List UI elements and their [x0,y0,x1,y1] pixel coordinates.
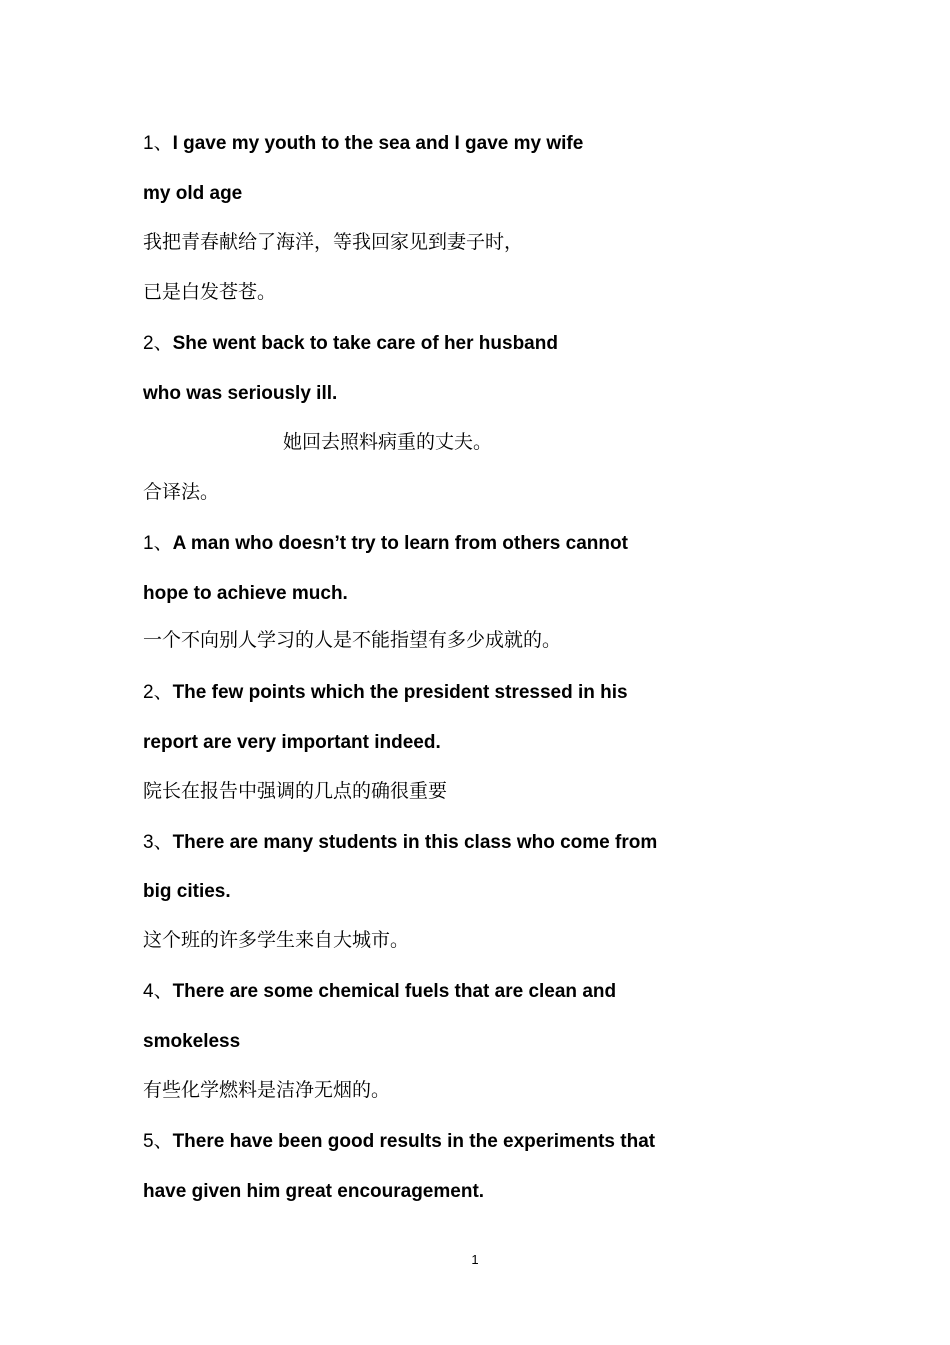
english-text: There have been good results in the experiments that [172,1131,656,1152]
english-text: There are many students in this class who come from [172,832,658,853]
item-number: 2、 [143,333,173,354]
example-3-line-2: big cities. [143,881,231,902]
example-3-translation: 这个班的许多学生来自大城市。 [143,929,410,951]
item-number: 1、 [143,133,173,154]
example-1-line-2: hope to achieve much. [143,583,348,604]
example-4-line-2: smokeless [143,1031,241,1052]
translation-2: 她回去照料病重的丈夫。 [283,431,493,453]
example-2-translation: 院长在报告中强调的几点的确很重要 [143,780,448,802]
section-heading: 合译法。 [143,481,220,503]
sentence-2-line-1 [143,332,558,356]
item-number: 1、 [143,533,173,554]
english-text: I gave my youth to the sea and I gave my wife [172,133,584,154]
example-1-translation: 一个不向别人学习的人是不能指望有多少成就的。 [143,629,562,651]
sentence-1-line-2: my old age [143,183,243,204]
example-4-line-1 [143,980,616,1004]
item-number: 4、 [143,981,173,1002]
example-1-line-1 [143,532,628,556]
english-text: A man who doesn’t try to learn from others cannot [172,533,628,554]
english-text: There are some chemical fuels that are clean and [172,981,617,1002]
english-text: She went back to take care of her husband [172,333,558,354]
example-3-line-1 [143,831,657,855]
page-number: 1 [471,1252,479,1267]
sentence-1-line-1 [143,132,583,156]
item-number: 5、 [143,1131,173,1152]
example-5-line-2: have given him great encouragement. [143,1181,485,1202]
item-number: 3、 [143,832,173,853]
example-2-line-1 [143,681,628,705]
english-text: The few points which the president stressed in his [172,682,628,703]
item-number: 2、 [143,682,173,703]
sentence-2-line-2: who was seriously ill. [143,383,338,404]
example-2-line-2: report are very important indeed. [143,732,441,753]
example-5-line-1 [143,1130,655,1154]
example-4-translation: 有些化学燃料是洁净无烟的。 [143,1079,391,1101]
translation-1-line-1: 我把青春献给了海洋，等我回家见到妻子时， [143,231,524,253]
translation-1-line-2: 已是白发苍苍。 [143,281,277,303]
